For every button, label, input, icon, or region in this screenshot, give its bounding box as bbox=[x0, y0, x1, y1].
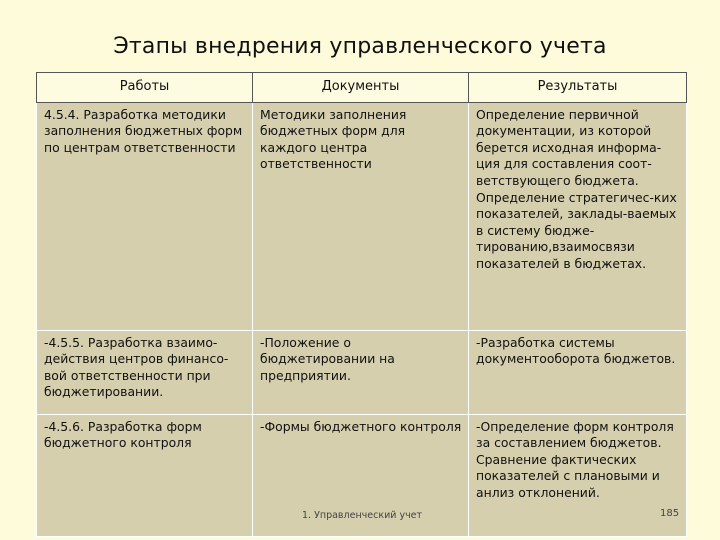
cell-work: 4.5.4. Разработка методики заполнения бюджетных форм по центрам ответственности bbox=[37, 102, 253, 330]
table-row bbox=[37, 102, 687, 330]
cell-results: -Определение форм контроля за составлением бюджетов. Сравнение фактических показателей с плановыми и анлиз отклонений. bbox=[469, 414, 687, 536]
cell-work: -4.5.6. Разработка форм бюджетного контроля bbox=[37, 414, 253, 536]
column-header-documents: Документы bbox=[253, 73, 469, 103]
stages-table bbox=[36, 72, 687, 537]
table-row bbox=[37, 330, 687, 414]
table-header-row bbox=[37, 73, 687, 103]
page-number: 185 bbox=[660, 508, 680, 519]
cell-documents: Методики заполнения бюджетных форм для каждого центра ответственности bbox=[253, 102, 469, 330]
cell-documents: -Положение о бюджетировании на предприятии. bbox=[253, 330, 469, 414]
cell-documents: -Формы бюджетного контроля bbox=[253, 414, 469, 536]
footer-label: 1. Управленческий учет bbox=[302, 510, 423, 521]
cell-results: -Разработка системы документооборота бюджетов. bbox=[469, 330, 687, 414]
cell-results: Определение первичной документации, из которой берется исходная информа-ция для составления соот-ветствующего бюджета. Определение стратегичес-ких показателей, заклады-ваемых в систему бюдже-тированию,взаимосвязи показателей в бюджетах. bbox=[469, 102, 687, 330]
page-title: Этапы внедрения управленческого учета bbox=[113, 34, 607, 59]
column-header-work: Работы bbox=[37, 73, 253, 103]
column-header-results: Результаты bbox=[469, 73, 687, 103]
cell-work: -4.5.5. Разработка взаимо-действия центров финансо-вой ответственности при бюджетировании. bbox=[37, 330, 253, 414]
